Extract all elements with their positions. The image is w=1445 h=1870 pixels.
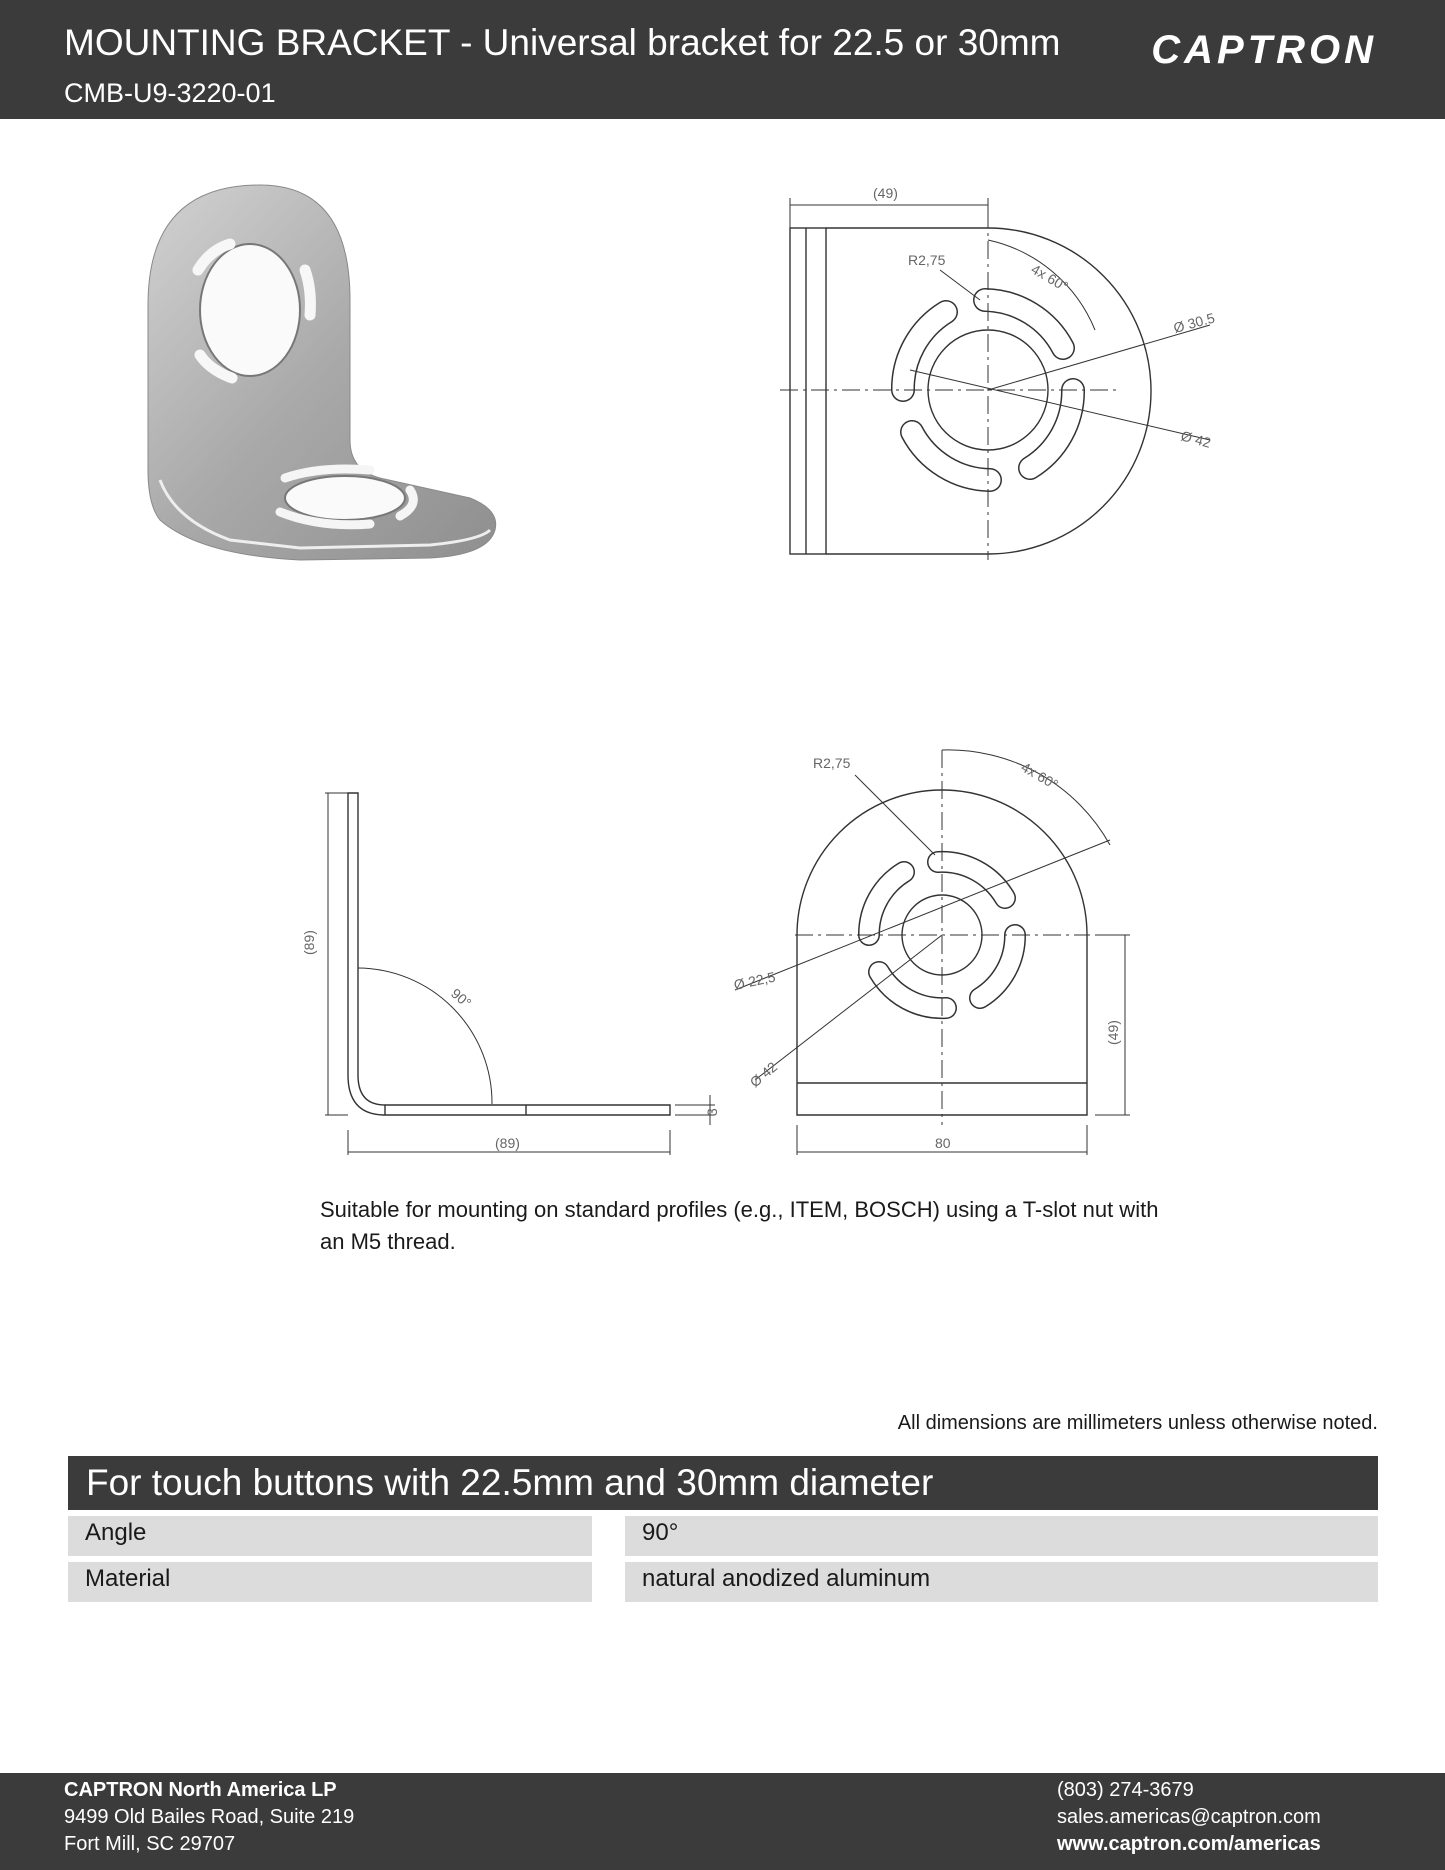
top-view-width-dim: (49) — [873, 185, 898, 201]
spec-value: natural anodized aluminum — [625, 1562, 1378, 1602]
front-view-dia-outer: Ø 42 — [746, 1058, 781, 1091]
top-view-dia-outer: Ø 42 — [1179, 427, 1213, 451]
front-view-dia-inner: Ø 22,5 — [732, 968, 777, 993]
side-view-height-dim: (89) — [301, 930, 317, 955]
top-view-angle: 4x 60° — [1028, 260, 1072, 295]
email-link[interactable]: sales.americas@captron.com — [1057, 1806, 1321, 1828]
top-view-dia-inner: Ø 30.5 — [1171, 309, 1217, 336]
footer-address — [64, 1777, 354, 1858]
spec-value: 90° — [625, 1516, 1378, 1556]
dimensions-note: All dimensions are millimeters unless otherwise noted. — [897, 1412, 1378, 1434]
website-link[interactable]: www.captron.com/americas — [1057, 1833, 1321, 1855]
spec-label: Angle — [68, 1516, 592, 1556]
description-text: Suitable for mounting on standard profiles (e.g., ITEM, BOSCH) using a T-slot nut with an M5 thread. — [320, 1197, 1159, 1254]
company-name: CAPTRON North America LP — [64, 1779, 337, 1801]
side-view-drawing — [325, 793, 715, 1155]
top-view-radius: R2,75 — [908, 252, 946, 268]
page-footer — [0, 1773, 1445, 1870]
side-view-length-dim: (89) — [495, 1135, 520, 1151]
page-title: MOUNTING BRACKET - Universal bracket for 22.5 or 30mm — [64, 22, 1061, 63]
front-view-drawing — [735, 750, 1130, 1155]
part-number: CMB-U9-3220-01 — [64, 78, 276, 108]
spec-table — [68, 1456, 1378, 1602]
bracket-3d-render — [148, 185, 496, 560]
spec-row-angle — [68, 1516, 1378, 1556]
spec-table-heading: For touch buttons with 22.5mm and 30mm diameter — [68, 1456, 1378, 1510]
address-line-1: 9499 Old Bailes Road, Suite 219 — [64, 1806, 355, 1828]
front-view-height-dim: (49) — [1105, 1020, 1121, 1045]
spec-label: Material — [68, 1562, 592, 1602]
side-view-angle: 90° — [448, 985, 475, 1011]
front-view-angle: 4x 60° — [1018, 758, 1062, 793]
front-view-radius: R2,75 — [813, 755, 851, 771]
address-line-2: Fort Mill, SC 29707 — [64, 1833, 236, 1855]
side-view-thickness: 3 — [704, 1108, 720, 1116]
spec-row-material — [68, 1562, 1378, 1602]
captron-logo: CAPTRON — [1151, 28, 1377, 72]
footer-contact — [1057, 1777, 1321, 1858]
top-view-drawing — [780, 198, 1210, 560]
phone-number[interactable]: (803) 274-3679 — [1057, 1779, 1194, 1801]
front-view-width-dim: 80 — [935, 1135, 951, 1151]
